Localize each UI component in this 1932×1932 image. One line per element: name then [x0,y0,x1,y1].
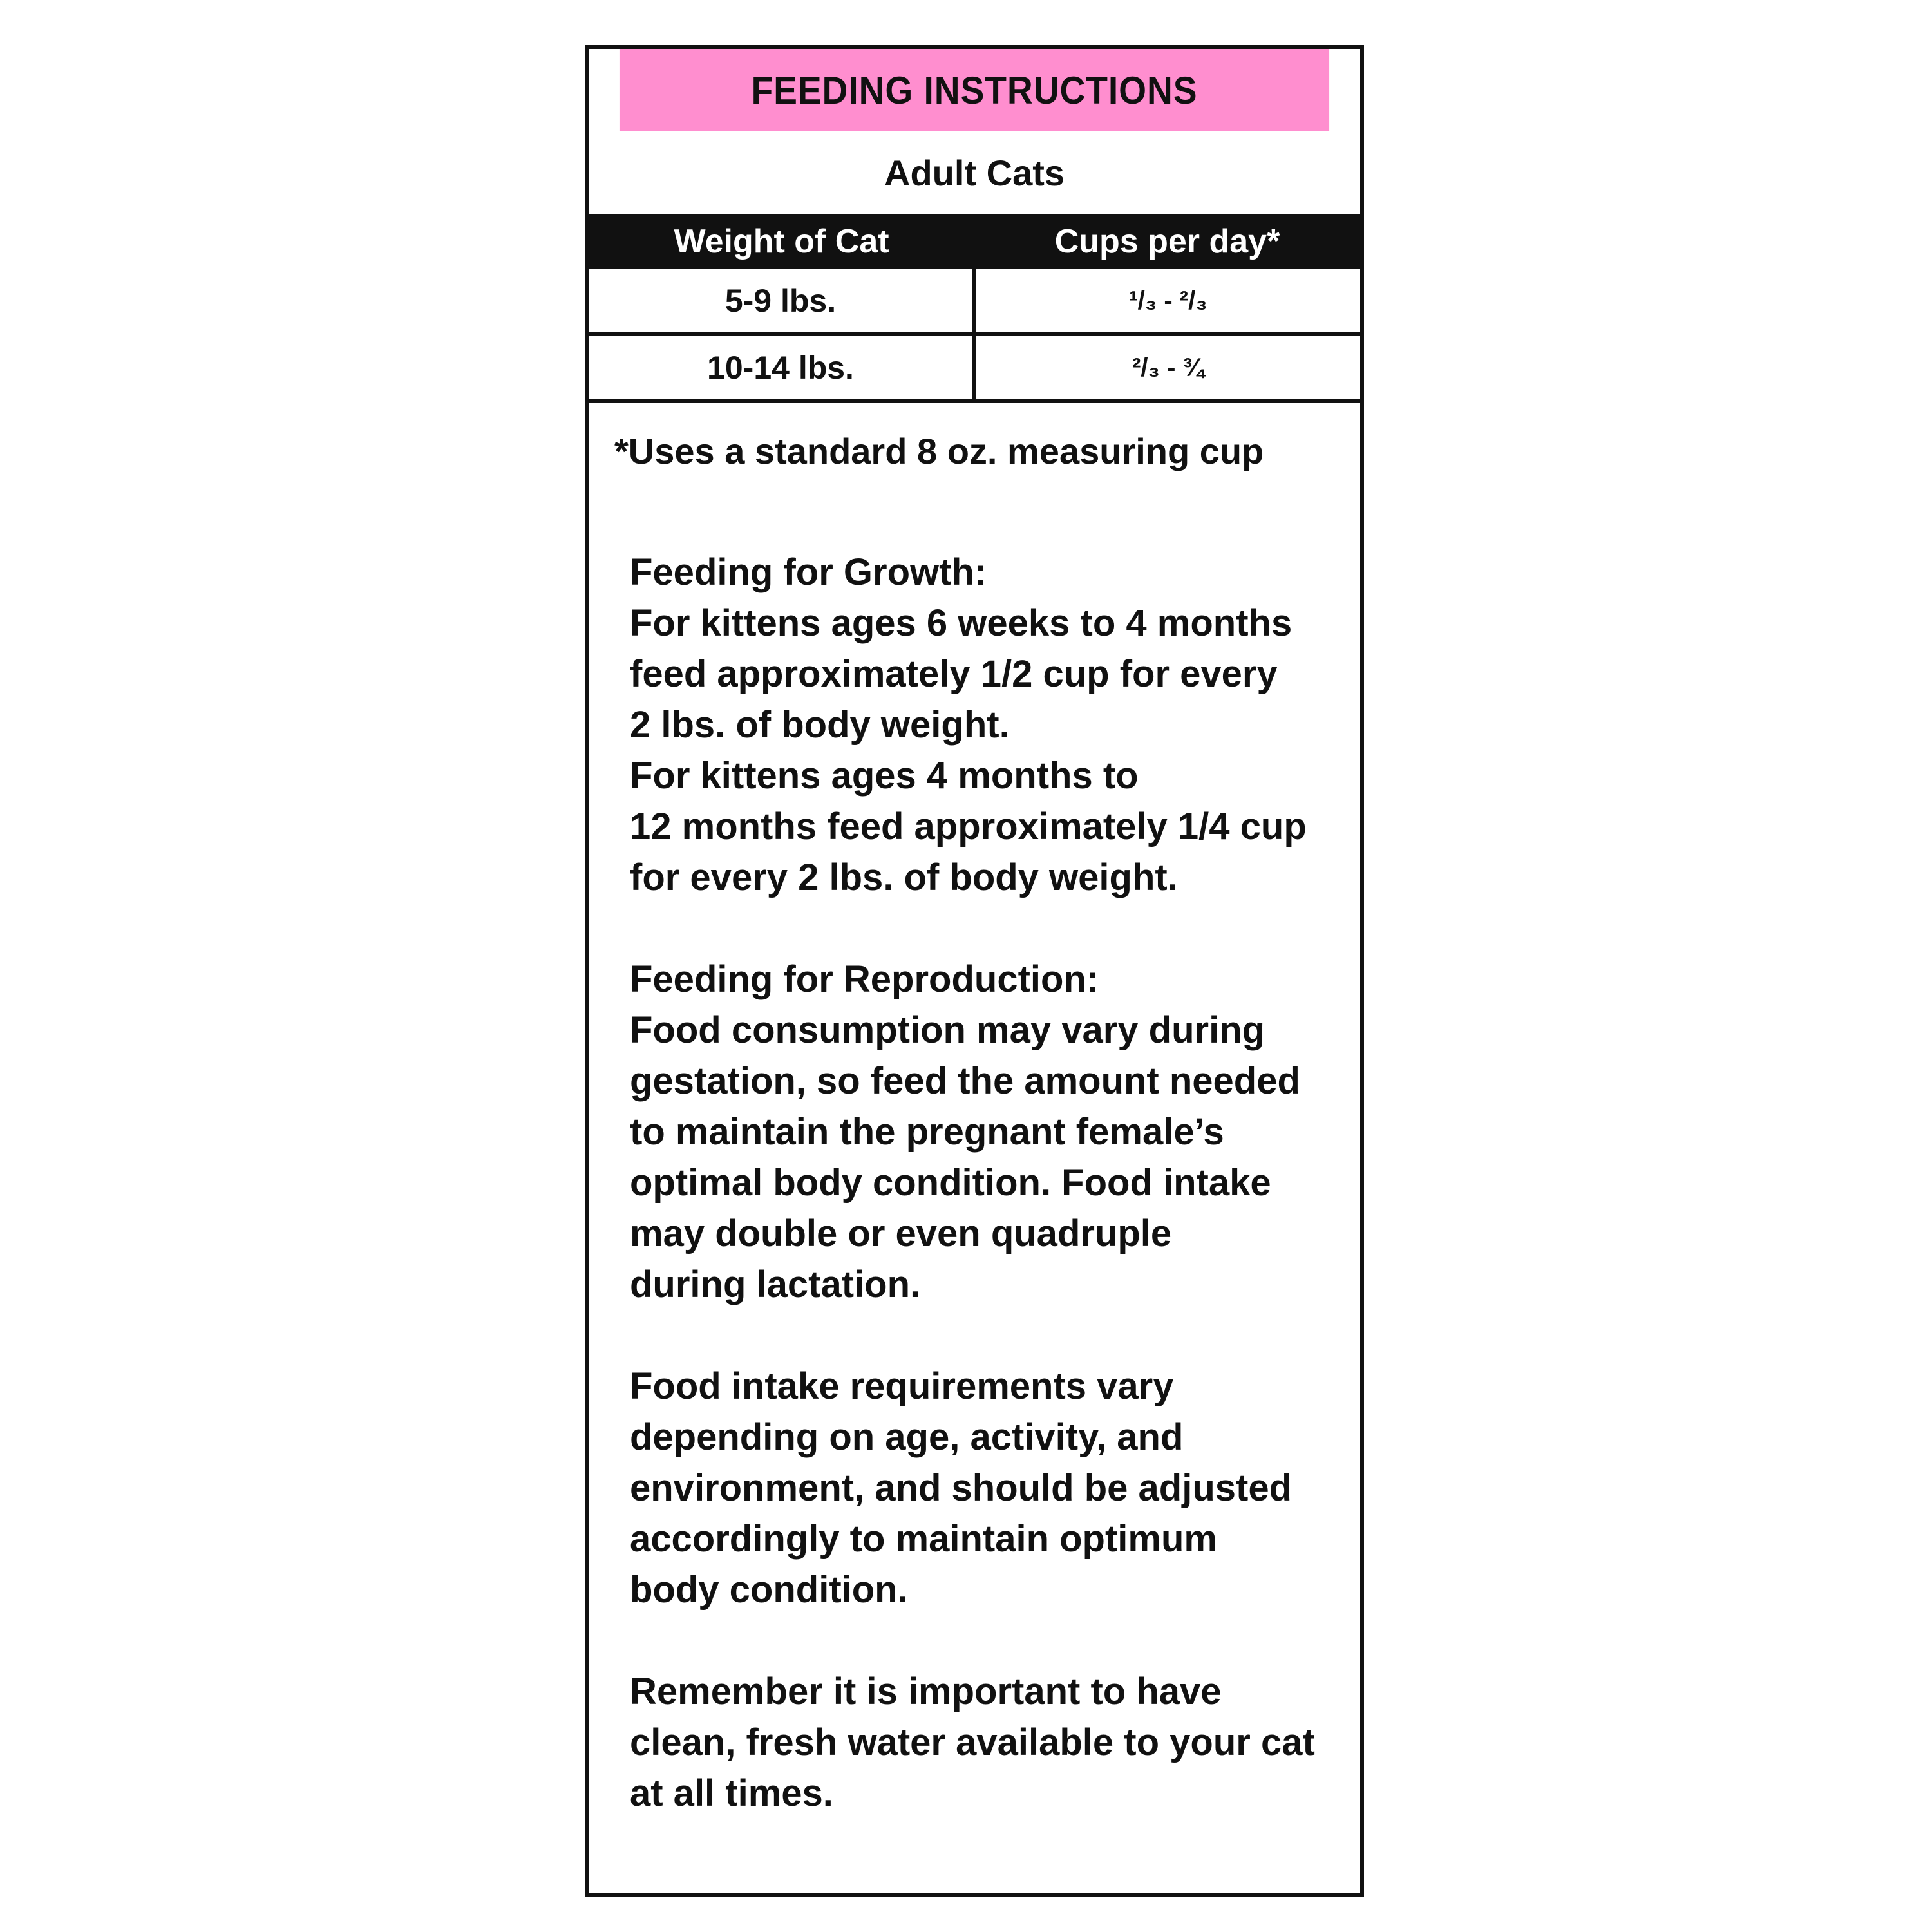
reproduction-heading: Feeding for Reproduction: [630,958,1099,1000]
feeding-instructions-panel [585,45,1364,1897]
text-line: environment, and should be adjusted [630,1467,1292,1509]
weight-cell: 10-14 lbs. [589,334,974,401]
weight-cell: 5-9 lbs. [589,269,974,334]
table-header-row [589,214,1360,269]
text-line: gestation, so feed the amount needed [630,1060,1300,1102]
growth-heading: Feeding for Growth: [630,551,987,593]
text-line: during lactation. [630,1264,921,1305]
text-line: accordingly to maintain optimum [630,1518,1217,1560]
text-line: for every 2 lbs. of body weight. [630,857,1178,898]
text-line: may double or even quadruple [630,1213,1172,1255]
panel-title: FEEDING INSTRUCTIONS [620,49,1329,131]
requirements-section [630,1361,1334,1615]
growth-section [630,547,1334,903]
text-line: Food consumption may vary during [630,1009,1265,1051]
text-line: For kittens ages 6 weeks to 4 months [630,602,1293,644]
feeding-table [589,214,1360,403]
text-line: at all times. [630,1772,833,1814]
column-header-weight: Weight of Cat [589,214,974,269]
text-line: body condition. [630,1569,908,1611]
text-line: 12 months feed approximately 1/4 cup [630,806,1307,848]
text-line: Food intake requirements vary [630,1365,1174,1407]
text-line: For kittens ages 4 months to [630,755,1139,797]
reproduction-section [630,954,1334,1310]
column-header-cups: Cups per day* [974,214,1360,269]
cups-cell: ²/₃ - ¾ [974,334,1360,401]
table-row [589,269,1360,334]
text-line: depending on age, activity, and [630,1416,1184,1458]
text-line: clean, fresh water available to your cat [630,1721,1315,1763]
table-row [589,334,1360,401]
text-line: 2 lbs. of body weight. [630,704,1010,746]
instructions-body [589,472,1360,1819]
text-line: to maintain the pregnant female’s [630,1111,1224,1153]
text-line: Remember it is important to have [630,1671,1222,1712]
cups-cell: ¹/₃ - ²/₃ [974,269,1360,334]
measuring-cup-note: *Uses a standard 8 oz. measuring cup [614,431,1264,471]
section-subtitle: Adult Cats [884,152,1065,193]
text-line: feed approximately 1/2 cup for every [630,653,1278,695]
water-section [630,1666,1334,1819]
text-line: optimal body condition. Food intake [630,1162,1271,1204]
